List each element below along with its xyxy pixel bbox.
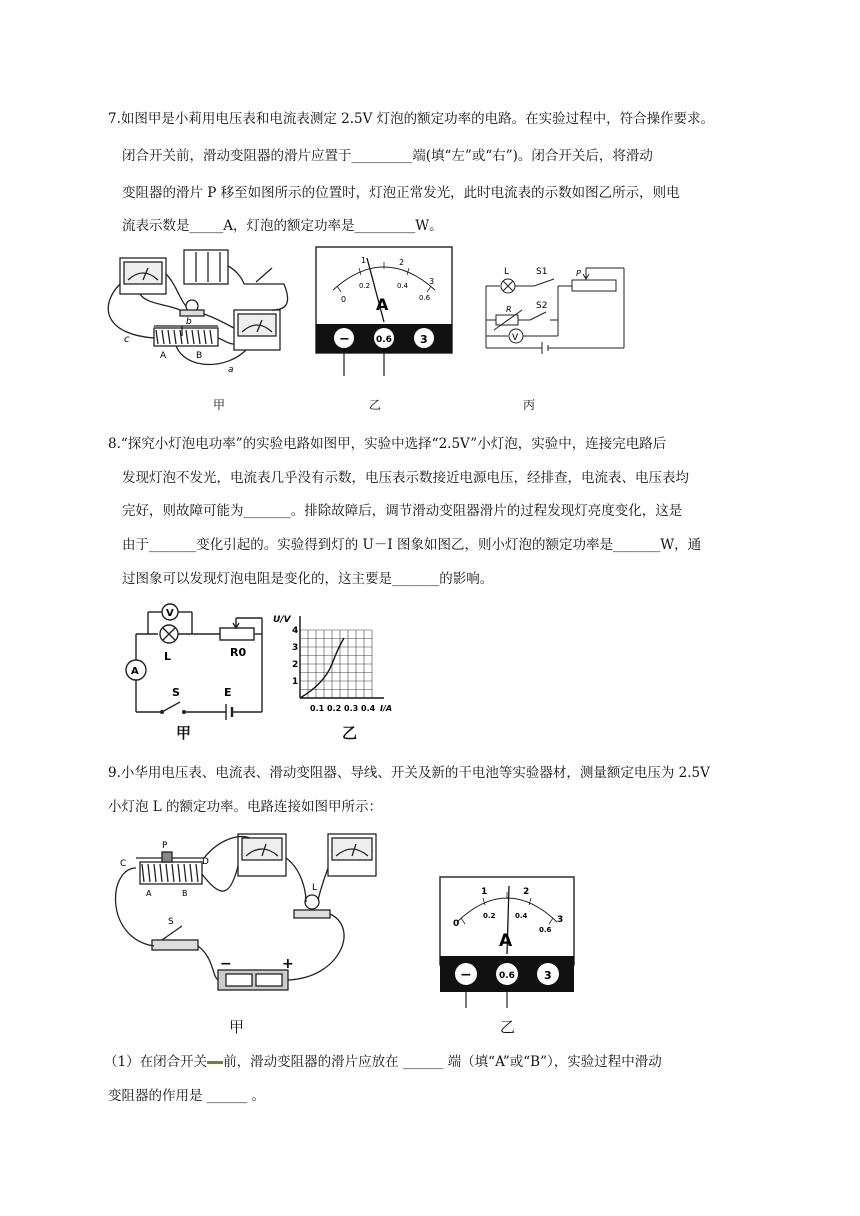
q7-fig1-label-c: c (124, 334, 130, 345)
q9-meter-tick-04: 0.4 (515, 912, 528, 920)
q9-sub1-line-2: 变阻器的作用是 ______ 。 (108, 1088, 266, 1104)
q7-fig3-label-S2: S2 (536, 301, 548, 311)
q7-fig1-label-B: B (196, 351, 203, 361)
q9-fig1-label-D: D (202, 857, 209, 867)
q8-ytick-2: 2 (292, 660, 299, 670)
q7-figure-ammeter (315, 246, 453, 378)
q8-line-4: 由于_______变化引起的。实验得到灯的 U－I 图象如图乙，则小灯泡的额定功率是_______W，通 (122, 537, 702, 553)
q8-label-L: L (164, 650, 172, 663)
q7-terminal-3: 3 (420, 333, 428, 346)
q9-meter-unit: A (499, 931, 513, 951)
q8-line-2: 发现灯泡不发光，电流表几乎没有示数，电压表示数接近电源电压，经排查，电流表、电压表均 (122, 470, 689, 486)
q8-label-S: S (172, 686, 180, 699)
q9-terminal-minus: − (460, 967, 472, 983)
q7-meter-tick-0: 0 (341, 295, 347, 304)
q8-xtick-01: 0.1 (310, 704, 325, 713)
q7-fig1-label-A: A (160, 351, 167, 361)
q7-fig3-label-L: L (504, 267, 510, 277)
q9-line-1: 9.小华用电压表、电流表、滑动变阻器、导线、开关及新的干电池等实验器材，测量额定电压为 2.5V (108, 765, 710, 781)
q9-figure-ammeter (439, 876, 575, 1008)
q7-fig3-label-R: R (506, 305, 512, 314)
q7-terminal-06: 0.6 (376, 335, 392, 345)
q8-ytick-4: 4 (292, 626, 299, 636)
q9-caption-jia: 甲 (229, 1018, 245, 1036)
q7-meter-tick-02: 0.2 (359, 282, 371, 290)
q7-fig1-label-b: b (186, 317, 192, 327)
q8-label-V: V (166, 608, 174, 619)
q7-figure-apparatus (96, 244, 296, 384)
q9-meter-tick-3: 3 (557, 915, 564, 925)
q7-meter-tick-2: 2 (399, 258, 405, 267)
q7-line-4: 流表示数是_____A，灯泡的额定功率是_________W。 (122, 218, 443, 234)
q9-sub1-prefix: （1）在闭合开关 (104, 1054, 208, 1070)
q7-caption-jia: 甲 (213, 398, 226, 412)
q7-fig1-label-a: a (228, 365, 234, 375)
q7-caption-yi: 乙 (369, 398, 382, 412)
q8-xtick-04: 0.4 (361, 704, 376, 713)
q8-xtick-03: 0.3 (344, 704, 359, 713)
q7-figure-circuit (478, 262, 630, 358)
q8-figure-ui-graph (272, 610, 412, 722)
q9-meter-tick-0: 0 (453, 919, 460, 929)
q9-meter-tick-06: 0.6 (539, 926, 552, 934)
q7-fig3-label-V: V (512, 333, 519, 343)
q8-label-R0: R0 (230, 646, 247, 659)
q8-label-E: E (224, 686, 232, 699)
q8-line-1: 8.“探究小灯泡电功率”的实验电路如图甲，实验中选择“2.5V”小灯泡，实验中，连接完电路后 (108, 436, 667, 452)
q9-sub1-rest: 前，滑动变阻器的滑片应放在 ______ 端（填“A”或“B”），实验过程中滑动 (223, 1054, 662, 1070)
q9-fig1-label-S: S (168, 917, 174, 927)
q9-caption-yi: 乙 (500, 1018, 516, 1036)
q8-ytick-1: 1 (292, 677, 299, 687)
q7-meter-tick-04: 0.4 (397, 282, 409, 290)
q9-sub1-line-1 (104, 1046, 764, 1078)
q7-caption-bing: 丙 (523, 398, 536, 412)
q9-fig1-label-C: C (120, 859, 127, 869)
q9-terminal-3: 3 (544, 969, 552, 982)
q9-fig1-label-B: B (182, 889, 188, 898)
q8-caption-jia: 甲 (176, 724, 192, 742)
q8-graph-ylabel: U/V (273, 615, 291, 625)
q9-fig1-label-plus: + (282, 956, 294, 972)
q8-label-A: A (131, 666, 139, 677)
q7-meter-unit: A (376, 295, 389, 314)
q7-meter-tick-06: 0.6 (419, 294, 431, 302)
q9-line-2: 小灯泡 L 的额定功率。电路连接如图甲所示： (108, 799, 383, 815)
q8-figure-circuit (122, 600, 272, 722)
q8-line-3: 完好，则故障可能为_______。排除故障后，调节滑动变阻器滑片的过程发现灯亮度变化，这是 (122, 503, 683, 519)
q8-line-5: 过图象可以发现灯泡电阻是变化的，这主要是_______的影响。 (122, 571, 494, 587)
q7-meter-tick-1: 1 (361, 256, 367, 265)
q7-terminal-minus: − (339, 332, 350, 347)
q9-fig1-label-P: P (162, 841, 168, 851)
q8-graph-xlabel: I/A (380, 704, 393, 713)
q7-meter-tick-3: 3 (429, 277, 435, 286)
q9-figure-apparatus (100, 828, 400, 1006)
q9-sub1-highlight-mark (207, 1061, 223, 1064)
q7-line-3: 变阻器的滑片 P 移至如图所示的位置时，灯泡正常发光，此时电流表的示数如图乙所示，则电 (122, 185, 680, 201)
q8-xtick-02: 0.2 (327, 704, 342, 713)
q9-meter-tick-1: 1 (481, 887, 488, 897)
q7-fig3-label-P: P (576, 269, 581, 278)
q9-terminal-06: 0.6 (499, 971, 515, 981)
q7-line-1: 7.如图甲是小莉用电压表和电流表测定 2.5V 灯泡的额定功率的电路。在实验过程中，符合操作要求。 (108, 111, 715, 127)
q9-fig1-label-minus: − (220, 956, 232, 972)
q8-caption-yi: 乙 (342, 724, 358, 742)
q9-meter-tick-02: 0.2 (483, 912, 496, 920)
q8-ytick-3: 3 (292, 643, 299, 653)
q9-fig1-label-A: A (146, 889, 152, 898)
q9-fig1-label-L: L (312, 883, 318, 893)
q7-line-2: 闭合开关前，滑动变阻器的滑片应置于_________端(填“左”或“右”)。闭合开关后，将滑动 (122, 148, 653, 164)
q7-fig3-label-S1: S1 (536, 267, 548, 277)
q9-meter-tick-2: 2 (523, 887, 530, 897)
